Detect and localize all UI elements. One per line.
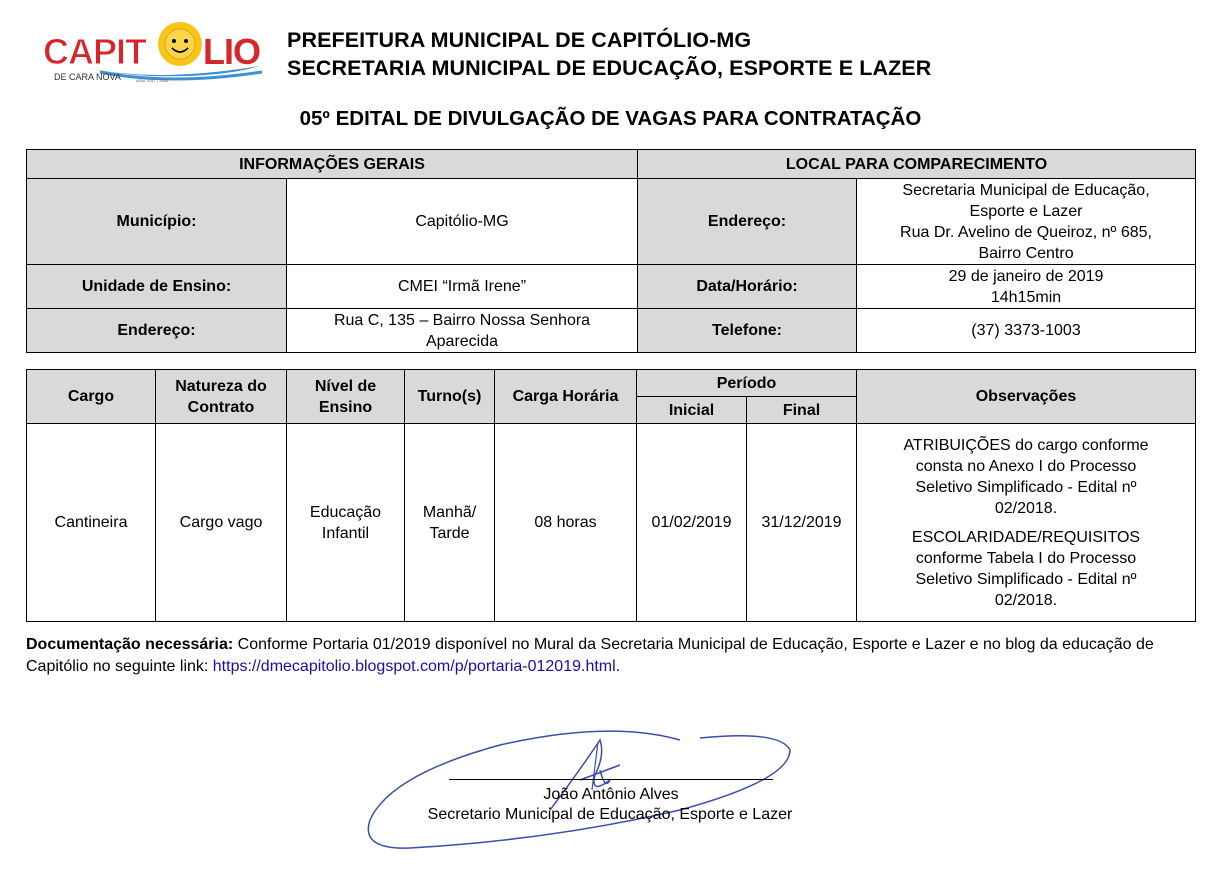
municipio-value: Capitólio-MG — [287, 179, 638, 265]
endereco-unidade-label: Endereço: — [27, 309, 287, 353]
local-header: LOCAL PARA COMPARECIMENTO — [638, 150, 1196, 179]
municipio-label: Município: — [27, 179, 287, 265]
endereco-unidade-value: Rua C, 135 – Bairro Nossa Senhora Aparecida — [287, 309, 638, 353]
carga-cell: 08 horas — [495, 424, 637, 622]
nivel-header: Nível de Ensino — [287, 370, 405, 424]
portaria-link[interactable]: https://dmecapitolio.blogspot.com/p/portaria-012019.html — [212, 658, 616, 675]
logo-text-right: LIO — [203, 31, 260, 72]
signatory-name: João Antônio Alves — [543, 786, 679, 803]
final-cell: 31/12/2019 — [747, 424, 857, 622]
nivel-cell: Educação Infantil — [287, 424, 405, 622]
header-line-secretaria: SECRETARIA MUNICIPAL DE EDUCAÇÃO, ESPORTE E LAZER — [287, 56, 932, 80]
logo-text-left: CAPIT — [43, 31, 146, 72]
signature-line — [449, 779, 773, 780]
signatory-role: Secretario Municipal de Educação, Esporte e Lazer — [427, 806, 793, 823]
inicial-cell: 01/02/2019 — [637, 424, 747, 622]
general-info-table — [26, 149, 1196, 353]
sun-icon — [158, 22, 202, 66]
natureza-header: Natureza do Contrato — [156, 370, 287, 424]
logo-small-print: ADM. 2017 / 2020 — [136, 78, 169, 83]
carga-header: Carga Horária — [495, 370, 637, 424]
unidade-value: CMEI “Irmã Irene” — [287, 265, 638, 309]
endereco-local-value: Secretaria Municipal de Educação, Esporte e Lazer Rua Dr. Avelino de Queiroz, nº 685, Bairro Centro — [857, 179, 1196, 265]
data-horario-label: Data/Horário: — [638, 265, 857, 309]
table-row — [27, 424, 1196, 622]
logo-tagline: DE CARA NOVA — [54, 72, 121, 82]
data-horario-value: 29 de janeiro de 2019 14h15min — [857, 265, 1196, 309]
capitolio-logo — [40, 14, 264, 86]
telefone-label: Telefone: — [638, 309, 857, 353]
final-header: Final — [747, 397, 857, 424]
documentacao-text: Conforme Portaria 01/2019 disponível no Mural da Secretaria Municipal de Educação, Esporte e Lazer e no blog da educação de Capitólio no seguinte link: — [26, 636, 1154, 675]
documentacao-note: Documentação necessária: Conforme Portaria 01/2019 disponível no Mural da Secretaria Municipal de Educação, Esporte e Lazer e no blog da educação de Capitólio no seguinte link: https://dmecapitolio.blogspot.com/p/portaria-012019.html. — [26, 636, 1154, 675]
endereco-local-label: Endereço: — [638, 179, 857, 265]
turno-header: Turno(s) — [405, 370, 495, 424]
observacoes-header: Observações — [857, 370, 1196, 424]
document-header — [287, 26, 931, 82]
periodo-header: Período — [637, 370, 857, 397]
natureza-cell: Cargo vago — [156, 424, 287, 622]
vagas-table — [26, 369, 1196, 622]
documentacao-label: Documentação necessária: — [26, 636, 234, 653]
turno-cell: Manhã/ Tarde — [405, 424, 495, 622]
cargo-cell: Cantineira — [27, 424, 156, 622]
telefone-value: (37) 3373-1003 — [857, 309, 1196, 353]
general-info-header: INFORMAÇÕES GERAIS — [27, 150, 638, 179]
edital-title: 05º EDITAL DE DIVULGAÇÃO DE VAGAS PARA CONTRATAÇÃO — [299, 107, 922, 130]
cargo-header: Cargo — [27, 370, 156, 424]
observacoes-cell: ATRIBUIÇÕES do cargo conforme consta no Anexo I do Processo Seletivo Simplificado - Edital nº 02/2018. ESCOLARIDADE/REQUISITOS conforme Tabela I do Processo Seletivo Simplificado - Edital nº 02/2018. — [857, 424, 1196, 622]
unidade-label: Unidade de Ensino: — [27, 265, 287, 309]
header-line-prefeitura: PREFEITURA MUNICIPAL DE CAPITÓLIO-MG — [287, 28, 752, 52]
inicial-header: Inicial — [637, 397, 747, 424]
